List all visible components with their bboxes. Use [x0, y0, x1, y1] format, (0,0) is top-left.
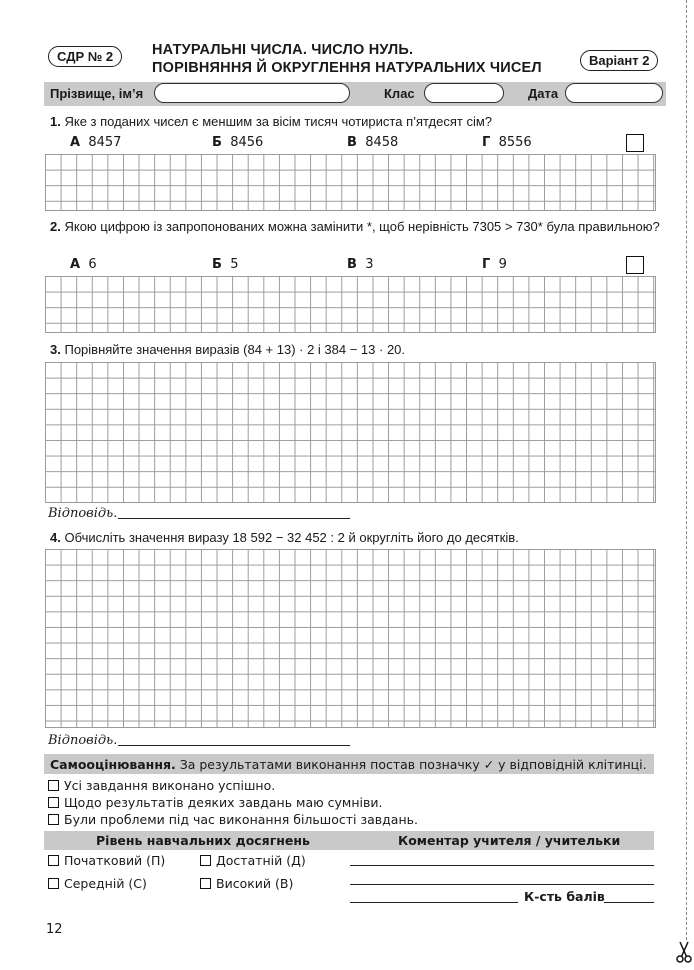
option-letter: В	[347, 257, 357, 272]
option-d[interactable]	[482, 135, 532, 150]
checkbox-icon[interactable]	[48, 797, 59, 808]
variant-badge: Варіант 2	[580, 50, 658, 71]
question-number: 4.	[50, 530, 61, 545]
option-value: 3	[365, 257, 374, 272]
option-value: 8458	[365, 135, 399, 150]
page-title-line2: ПОРІВНЯННЯ Й ОКРУГЛЕННЯ НАТУРАЛЬНИХ ЧИСЕЛ	[152, 60, 542, 76]
self-item-1[interactable]	[48, 778, 275, 793]
answer-label-q3: Відповідь.	[48, 506, 118, 521]
option-b[interactable]	[212, 257, 238, 272]
date-field[interactable]	[565, 83, 663, 103]
self-assessment-heading-text: За результатами виконання постав позначку ✓ у відповідній клітинці.	[175, 757, 647, 772]
work-grid-q3[interactable]	[45, 362, 656, 503]
option-c[interactable]	[347, 135, 398, 150]
teacher-comment-line-3[interactable]	[350, 902, 518, 903]
question-text: Обчисліть значення виразу 18 592 − 32 452 : 2 й округліть його до десятків.	[64, 530, 519, 545]
question-text: Яке з поданих чисел є меншим за вісім тисяч чотириста п’ятдесят сім?	[64, 114, 493, 129]
question-number: 3.	[50, 342, 61, 357]
class-label: Клас	[384, 86, 415, 101]
level-label: Початковий (П)	[64, 853, 166, 868]
question-number: 2.	[50, 219, 61, 234]
question-number: 1.	[50, 114, 61, 129]
cut-line	[686, 0, 687, 940]
level-label: Достатній (Д)	[216, 853, 306, 868]
work-grid-q1[interactable]	[45, 154, 656, 211]
self-item-3[interactable]	[48, 812, 418, 827]
scissors-icon	[676, 940, 692, 968]
question-3	[50, 342, 405, 357]
self-assessment-heading	[50, 757, 647, 772]
level-high[interactable]	[200, 876, 293, 891]
checkbox-icon[interactable]	[200, 878, 211, 889]
option-value: 9	[498, 257, 507, 272]
option-letter: Г	[482, 135, 491, 150]
levels-heading: Рівень навчальних досягнень	[96, 833, 310, 848]
level-average[interactable]	[48, 876, 147, 891]
option-a[interactable]	[70, 135, 121, 150]
score-label: К-сть балів	[524, 889, 605, 904]
checkbox-icon[interactable]	[48, 780, 59, 791]
teacher-comment-line-1[interactable]	[350, 865, 654, 866]
checkbox-icon[interactable]	[48, 878, 59, 889]
class-field[interactable]	[424, 83, 504, 103]
option-b[interactable]	[212, 135, 263, 150]
option-value: 6	[88, 257, 97, 272]
level-sufficient[interactable]	[200, 853, 306, 868]
name-field[interactable]	[154, 83, 350, 103]
question-2	[50, 218, 662, 235]
question-1	[50, 114, 492, 129]
option-letter: Г	[482, 257, 491, 272]
score-field[interactable]	[604, 902, 654, 903]
self-item-2[interactable]	[48, 795, 382, 810]
self-assessment-heading-bold: Самооцінювання.	[50, 757, 176, 772]
option-letter: Б	[212, 257, 222, 272]
option-value: 5	[230, 257, 239, 272]
level-label: Середній (С)	[64, 876, 147, 891]
work-grid-q4[interactable]	[45, 549, 656, 728]
answer-box-q2[interactable]	[626, 256, 644, 274]
self-item-label: Усі завдання виконано успішно.	[64, 778, 276, 793]
option-value: 8457	[88, 135, 122, 150]
self-item-label: Були проблеми під час виконання більшості завдань.	[64, 812, 418, 827]
option-value: 8456	[230, 135, 264, 150]
checkbox-icon[interactable]	[200, 855, 211, 866]
teacher-comment-line-2[interactable]	[350, 884, 654, 885]
teacher-comment-heading: Коментар учителя / учительки	[398, 833, 621, 848]
answer-line-q3[interactable]	[118, 518, 350, 519]
date-label: Дата	[528, 86, 559, 101]
option-letter: В	[347, 135, 357, 150]
question-text: Якою цифрою із запропонованих можна замінити *, щоб нерівність 7305 > 730* була правильною?	[64, 219, 660, 234]
answer-box-q1[interactable]	[626, 134, 644, 152]
option-letter: А	[70, 135, 81, 150]
work-code-badge: СДР № 2	[48, 46, 122, 67]
page-number: 12	[46, 922, 63, 937]
name-label: Прізвище, ім’я	[50, 86, 144, 101]
page-title-line1: НАТУРАЛЬНІ ЧИСЛА. ЧИСЛО НУЛЬ.	[152, 42, 414, 58]
option-c[interactable]	[347, 257, 373, 272]
level-label: Високий (В)	[216, 876, 294, 891]
question-4	[50, 530, 519, 545]
option-a[interactable]	[70, 257, 97, 272]
checkbox-icon[interactable]	[48, 855, 59, 866]
option-d[interactable]	[482, 257, 507, 272]
self-item-label: Щодо результатів деяких завдань маю сумніви.	[64, 795, 383, 810]
option-letter: Б	[212, 135, 222, 150]
answer-line-q4[interactable]	[118, 745, 350, 746]
level-initial[interactable]	[48, 853, 165, 868]
work-grid-q2[interactable]	[45, 276, 656, 333]
checkbox-icon[interactable]	[48, 814, 59, 825]
option-letter: А	[70, 257, 81, 272]
option-value: 8556	[498, 135, 532, 150]
answer-label-q4: Відповідь.	[48, 733, 118, 748]
question-text: Порівняйте значення виразів (84 + 13) · 2 і 384 − 13 · 20.	[64, 342, 406, 357]
